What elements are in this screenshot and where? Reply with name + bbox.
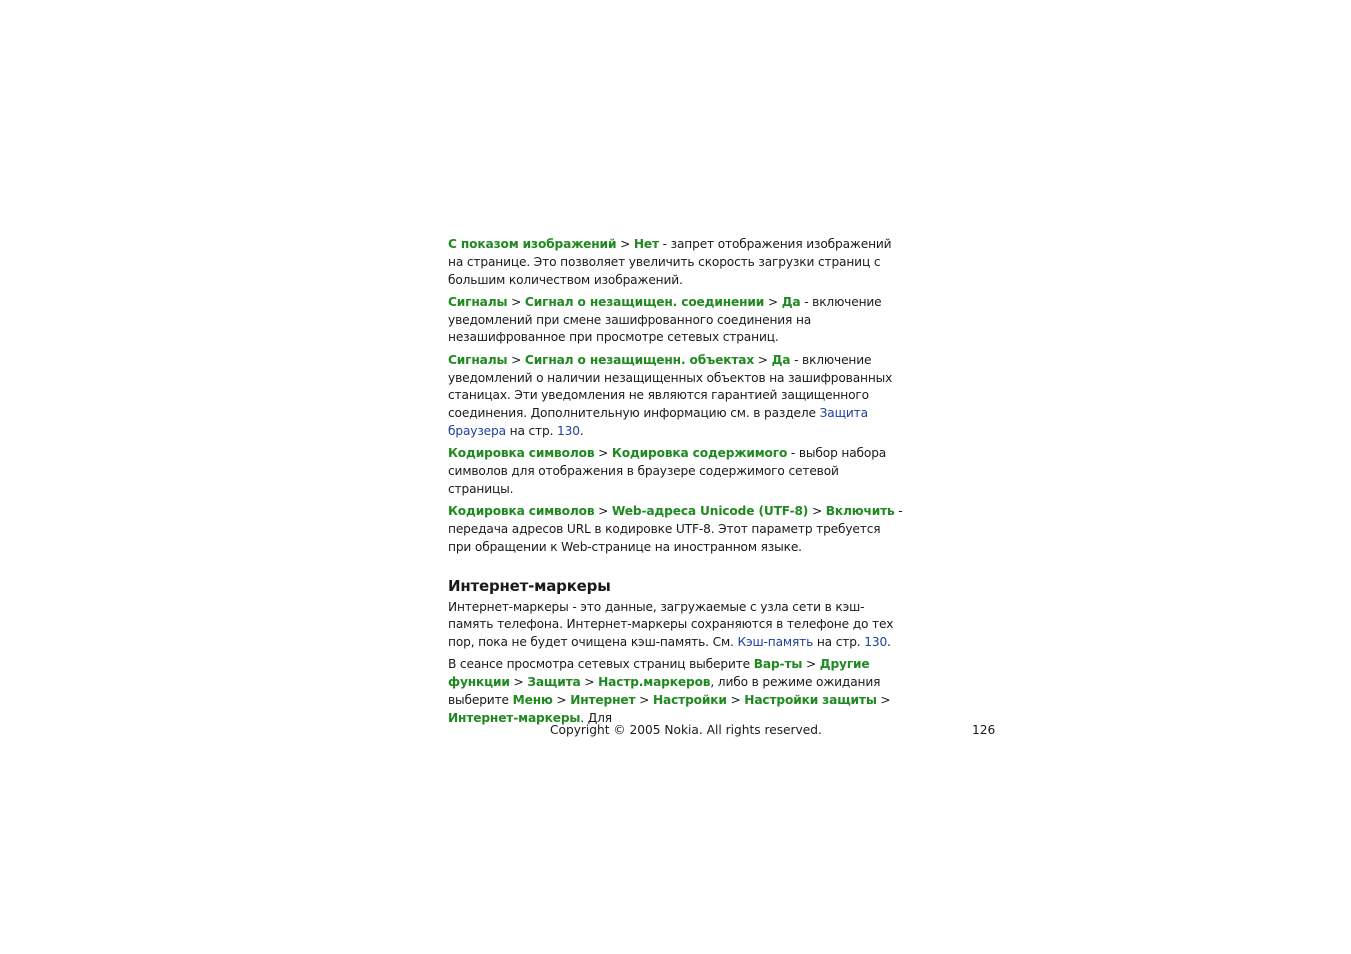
description: . [579, 423, 584, 438]
menu-term: Сигналы [448, 294, 508, 309]
description: Интернет-маркеры - это данные, загружаемые с узла сети в кэш-память телефона. Интернет-маркеры сохраняются в телефоне до тех пор, пока не будет очищена кэш-память. См. [448, 599, 894, 650]
menu-term: Интернет [570, 693, 636, 708]
menu-term: Кодировка символов [448, 446, 595, 461]
page-content [448, 236, 906, 732]
paragraph-cookies-intro [448, 599, 906, 652]
paragraph-cookies-path [448, 656, 906, 727]
menu-term: Сигнал о незащищен. соединении [524, 294, 765, 309]
paragraph-unsecure-objects [448, 352, 906, 441]
menu-term: Меню [512, 693, 553, 708]
menu-term: Нет [633, 237, 659, 251]
separator: > [509, 675, 528, 690]
menu-term: С показом изображений [448, 237, 617, 251]
separator: > [802, 657, 820, 672]
menu-term: Настройки [652, 693, 727, 708]
description: - выбор набора символов для отображения в браузере содержимого сетевой страницы. [448, 446, 887, 496]
menu-term: Интернет-маркеры [448, 710, 581, 725]
menu-term: Настр.маркеров [598, 675, 711, 690]
menu-term: Настройки защиты [744, 693, 877, 708]
menu-term: Да [781, 294, 801, 309]
menu-term: Сигнал о незащищенн. объектах [524, 352, 755, 367]
separator: > [754, 352, 772, 367]
description: , либо в режиме ожидания выберите [448, 675, 881, 708]
section-heading: Интернет-маркеры [448, 576, 611, 595]
menu-term: Защита [527, 675, 581, 690]
separator: > [616, 237, 634, 251]
paragraph-content-encoding [448, 445, 906, 498]
menu-term: Другие функции [448, 657, 870, 690]
separator: > [635, 693, 653, 708]
menu-term: Web-адреса Unicode (UTF-8) [611, 504, 809, 519]
separator: > [726, 693, 745, 708]
description: - передача адресов URL в кодировке UTF-8. Этот параметр требуется при обращении к Web-странице на иностранном языке. [448, 504, 903, 554]
description: . Для [580, 710, 612, 725]
description: - включение уведомлений при смене зашифрованного соединения на незашифрованное при просмотре сетевых страниц. [448, 294, 882, 345]
separator: > [507, 294, 525, 309]
separator: > [594, 504, 612, 519]
separator: > [580, 675, 599, 690]
description: на стр. [505, 423, 558, 438]
description: - включение уведомлений о наличии незащищенных объектов на зашифрованных станицах. Эти уведомления не являются гарантией защищенного соединения. Дополнительную информацию см. в разделе [448, 352, 893, 421]
description: . [887, 635, 891, 650]
separator: > [764, 294, 782, 309]
description: - запрет отображения изображений на странице. Это позволяет увеличить скорость загрузки страниц с большим количеством изображений. [448, 237, 892, 287]
cache-link[interactable]: Кэш-память [737, 635, 814, 650]
page-ref-link[interactable]: 130 [864, 635, 888, 650]
separator: > [808, 504, 826, 519]
menu-term: Да [771, 352, 791, 367]
page-ref-link[interactable]: 130 [557, 423, 580, 438]
separator: > [876, 693, 891, 708]
menu-term: Сигналы [448, 352, 508, 367]
paragraph-show-images [448, 236, 906, 289]
browser-security-link[interactable]: Защита браузера [448, 406, 868, 438]
page-number: 126 [972, 723, 996, 737]
separator: > [594, 446, 612, 461]
description: В сеансе просмотра сетевых страниц выберите [448, 657, 754, 672]
menu-term: Кодировка символов [448, 504, 595, 519]
copyright-text: Copyright © 2005 Nokia. All rights reserved. [550, 723, 822, 737]
paragraph-unsecure-connection [448, 294, 906, 347]
description: на стр. [813, 635, 865, 650]
paragraph-unicode-addresses [448, 503, 906, 556]
menu-term: Кодировка содержимого [611, 446, 788, 461]
menu-term: Включить [825, 504, 895, 519]
separator: > [552, 693, 571, 708]
separator: > [507, 352, 525, 367]
menu-term: Вар-ты [753, 657, 803, 672]
